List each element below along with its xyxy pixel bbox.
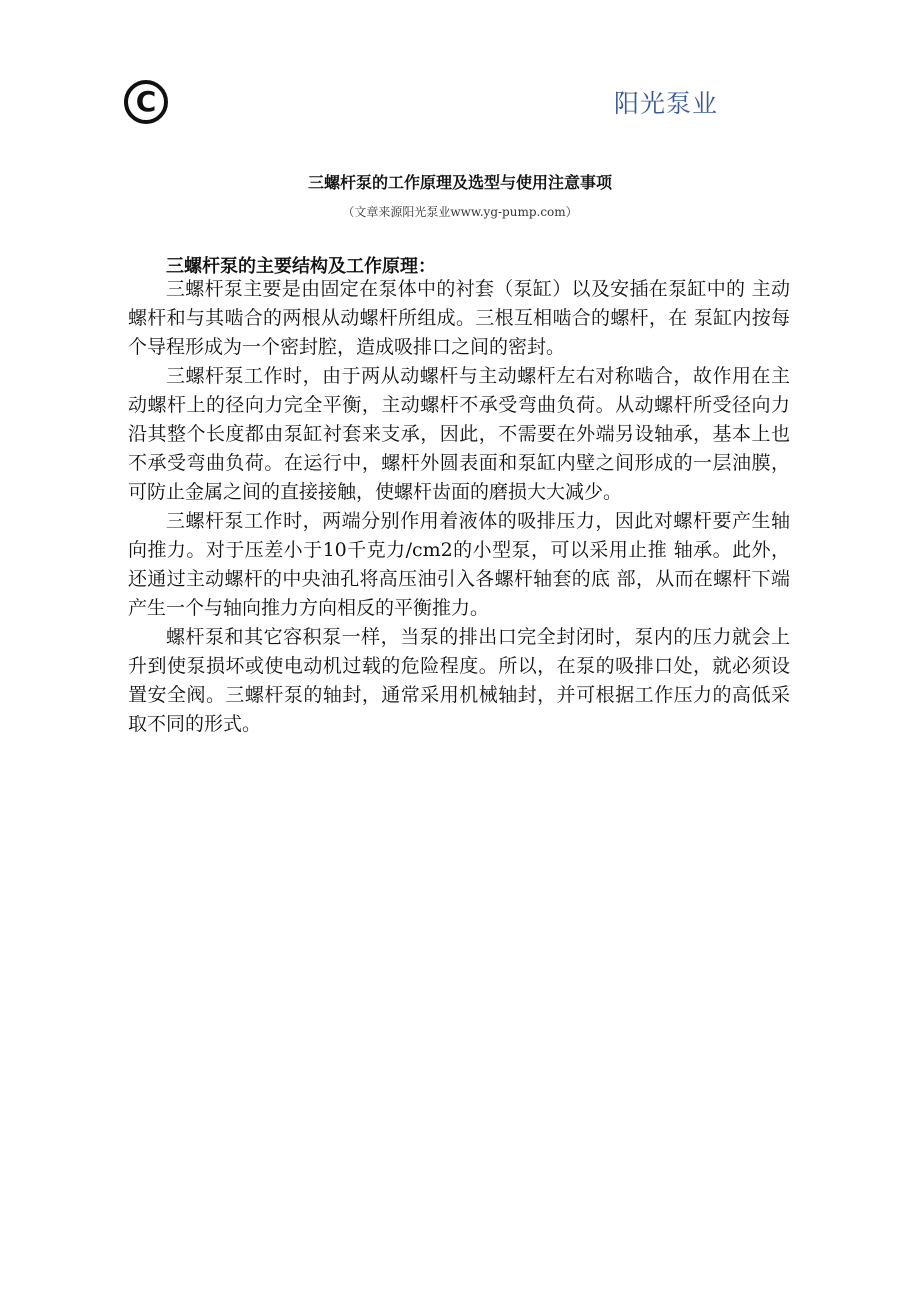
copyright-logo-icon xyxy=(124,80,168,124)
section-heading: 三螺杆泵的主要结构及工作原理： xyxy=(166,256,436,277)
document-source: （文章来源阳光泵业www.yg-pump.com） xyxy=(342,205,578,219)
paragraph: 三螺杆泵工作时，由于两从动螺杆与主动螺杆左右对称啮合，故作用在主动螺杆上的径向力完全平衡，主动螺杆不承受弯曲负荷。从动螺杆所受径向力沿其整个长度都由泵缸衬套来支承，因此，不需要在外端另设轴承，基本上也不承受弯曲负荷。在运行中，螺杆外圆表面和泵缸内壁之间形成的一层油膜，可防止金属之间的直接接触，使螺杆齿面的磨损大大减少。 xyxy=(128,365,790,503)
document-title: 三螺杆泵的工作原理及选型与使用注意事项 xyxy=(307,173,612,192)
brand-name: 阳光泵业 xyxy=(614,89,719,118)
paragraph: 三螺杆泵工作时，两端分别作用着液体的吸排压力，因此对螺杆要产生轴向推力。对于压差小于10千克力/cm2的小型泵，可以采用止推 轴承。此外，还通过主动螺杆的中央油孔将高压油引入各螺杆轴套的底 部，从而在螺杆下端产生一个与轴向推力方向相反的平衡推力。 xyxy=(128,510,790,619)
paragraph: 螺杆泵和其它容积泵一样，当泵的排出口完全封闭时，泵内的压力就会上升到使泵损坏或使电动机过载的危险程度。所以，在泵的吸排口处，就必须设置安全阀。三螺杆泵的轴封，通常采用机械轴封，并可根据工作压力的高低采取不同的形式。 xyxy=(128,626,790,735)
document-body xyxy=(128,275,790,739)
logo-letter: C xyxy=(135,85,157,118)
paragraph: 三螺杆泵主要是由固定在泵体中的衬套（泵缸）以及安插在泵缸中的 主动螺杆和与其啮合的两根从动螺杆所组成。三根互相啮合的螺杆，在 泵缸内按每个导程形成为一个密封腔，造成吸排口之间的密封。 xyxy=(128,278,790,358)
